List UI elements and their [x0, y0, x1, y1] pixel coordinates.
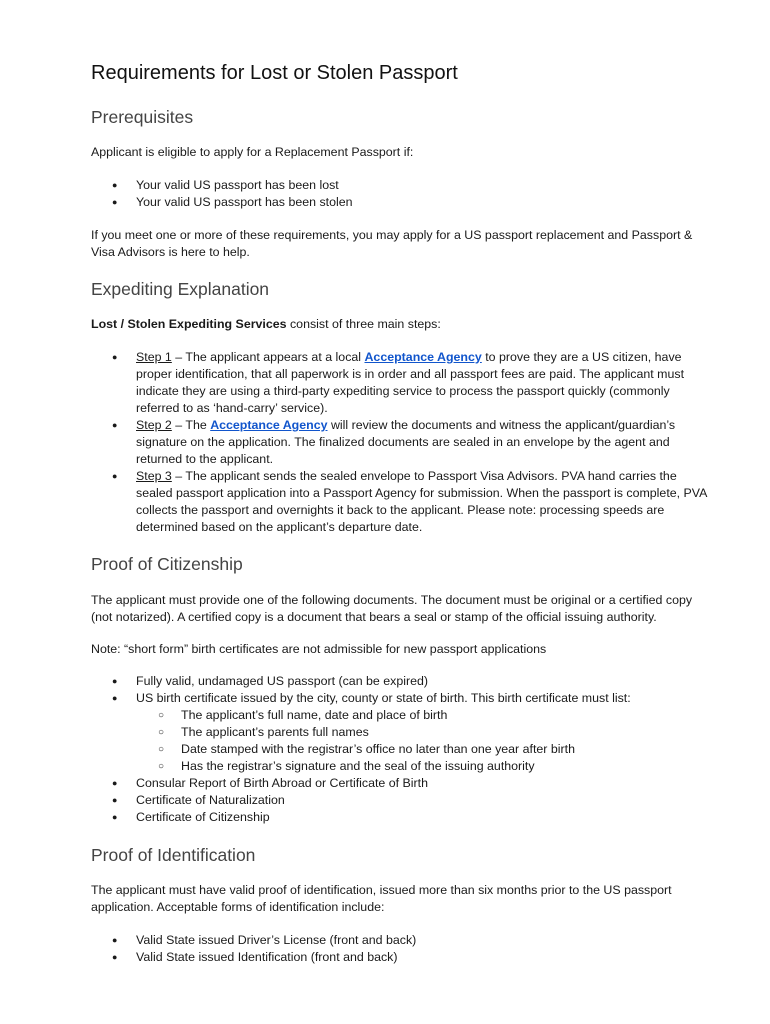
expediting-heading: Expediting Explanation	[91, 279, 270, 299]
prerequisites-intro: Applicant is eligible to apply for a Replacement Passport if:	[91, 145, 414, 159]
list-item: ● Your valid US passport has been lost	[0, 177, 353, 194]
list-item: ● US birth certificate issued by the city, county or state of birth. This birth certificate must list: ○ The applicant’s full name, date and place of birth ○ The applicant’s parents full names ○ Date stamped with the registrar’s office no later than one year after birth ○ Has the registrar’s signature and the seal of the issuing authority	[0, 690, 631, 775]
prerequisites-list	[0, 177, 353, 211]
sub-list-item: ○ The applicant’s full name, date and place of birth	[136, 707, 631, 724]
citizenship-intro: The applicant must provide one of the following documents. The document must be original or a certified copy (not notarized). A certified copy is a document that bears a seal or stamp of the official issuing authority.	[91, 593, 693, 624]
expediting-intro: Lost / Stolen Expediting Services consist of three main steps:	[91, 317, 441, 331]
identification-list	[0, 932, 416, 966]
sub-list-item: ○ Date stamped with the registrar’s office no later than one year after birth	[136, 741, 631, 758]
list-item: ● Valid State issued Identification (front and back)	[0, 949, 416, 966]
step-1-label: Step 1	[136, 350, 172, 364]
list-item: ● Consular Report of Birth Abroad or Certificate of Birth	[0, 775, 631, 792]
sub-list-item: ○ The applicant’s parents full names	[136, 724, 631, 741]
acceptance-agency-link[interactable]: Acceptance Agency	[210, 418, 328, 432]
list-item: ● Certificate of Citizenship	[0, 809, 631, 826]
prerequisites-heading: Prerequisites	[91, 107, 194, 127]
list-item: ● Certificate of Naturalization	[0, 792, 631, 809]
list-item: ● Your valid US passport has been stolen	[0, 194, 353, 211]
step-2-item: ● Step 2 – The Acceptance Agency will review the documents and witness the applicant/guardian’s signature on the application. The finalized documents are sealed in an envelope by the agent and returned to the applicant.	[0, 417, 707, 468]
step-1-item: ● Step 1 – The applicant appears at a local Acceptance Agency to prove they are a US citizen, have proper identification, that all paperwork is in order and all passport fees are paid. The applicant must indicate they are using a third-party expediting service to process the passport quickly (commonly referred to as ‘hand-carry’ service).	[0, 349, 707, 417]
prerequisites-outro: If you meet one or more of these requirements, you may apply for a US passport replacement and Passport & Visa Advisors is here to help.	[91, 228, 693, 259]
citizenship-note: Note: “short form” birth certificates are not admissible for new passport applications	[91, 642, 547, 656]
citizenship-documents	[0, 673, 631, 826]
list-item: ● Valid State issued Driver’s License (front and back)	[0, 932, 416, 949]
citizenship-heading: Proof of Citizenship	[91, 554, 243, 574]
list-item: ● Fully valid, undamaged US passport (can be expired)	[0, 673, 631, 690]
step-3-label: Step 3	[136, 469, 172, 483]
sub-list-item: ○ Has the registrar’s signature and the seal of the issuing authority	[136, 758, 631, 775]
expediting-steps	[0, 349, 707, 536]
identification-intro: The applicant must have valid proof of identification, issued more than six months prior to the US passport application. Acceptable forms of identification include:	[91, 883, 672, 914]
birth-certificate-requirements	[136, 707, 631, 775]
step-2-label: Step 2	[136, 418, 172, 432]
identification-heading: Proof of Identification	[91, 845, 256, 865]
page-title: Requirements for Lost or Stolen Passport	[91, 62, 458, 84]
step-3-item: ● Step 3 – The applicant sends the sealed envelope to Passport Visa Advisors. PVA hand carries the sealed passport application into a Passport Agency for submission. When the passport is complete, PVA collects the passport and overnights it back to the applicant. Please note: processing speeds are determined based on the applicant’s departure date.	[0, 468, 707, 536]
acceptance-agency-link[interactable]: Acceptance Agency	[364, 350, 482, 364]
